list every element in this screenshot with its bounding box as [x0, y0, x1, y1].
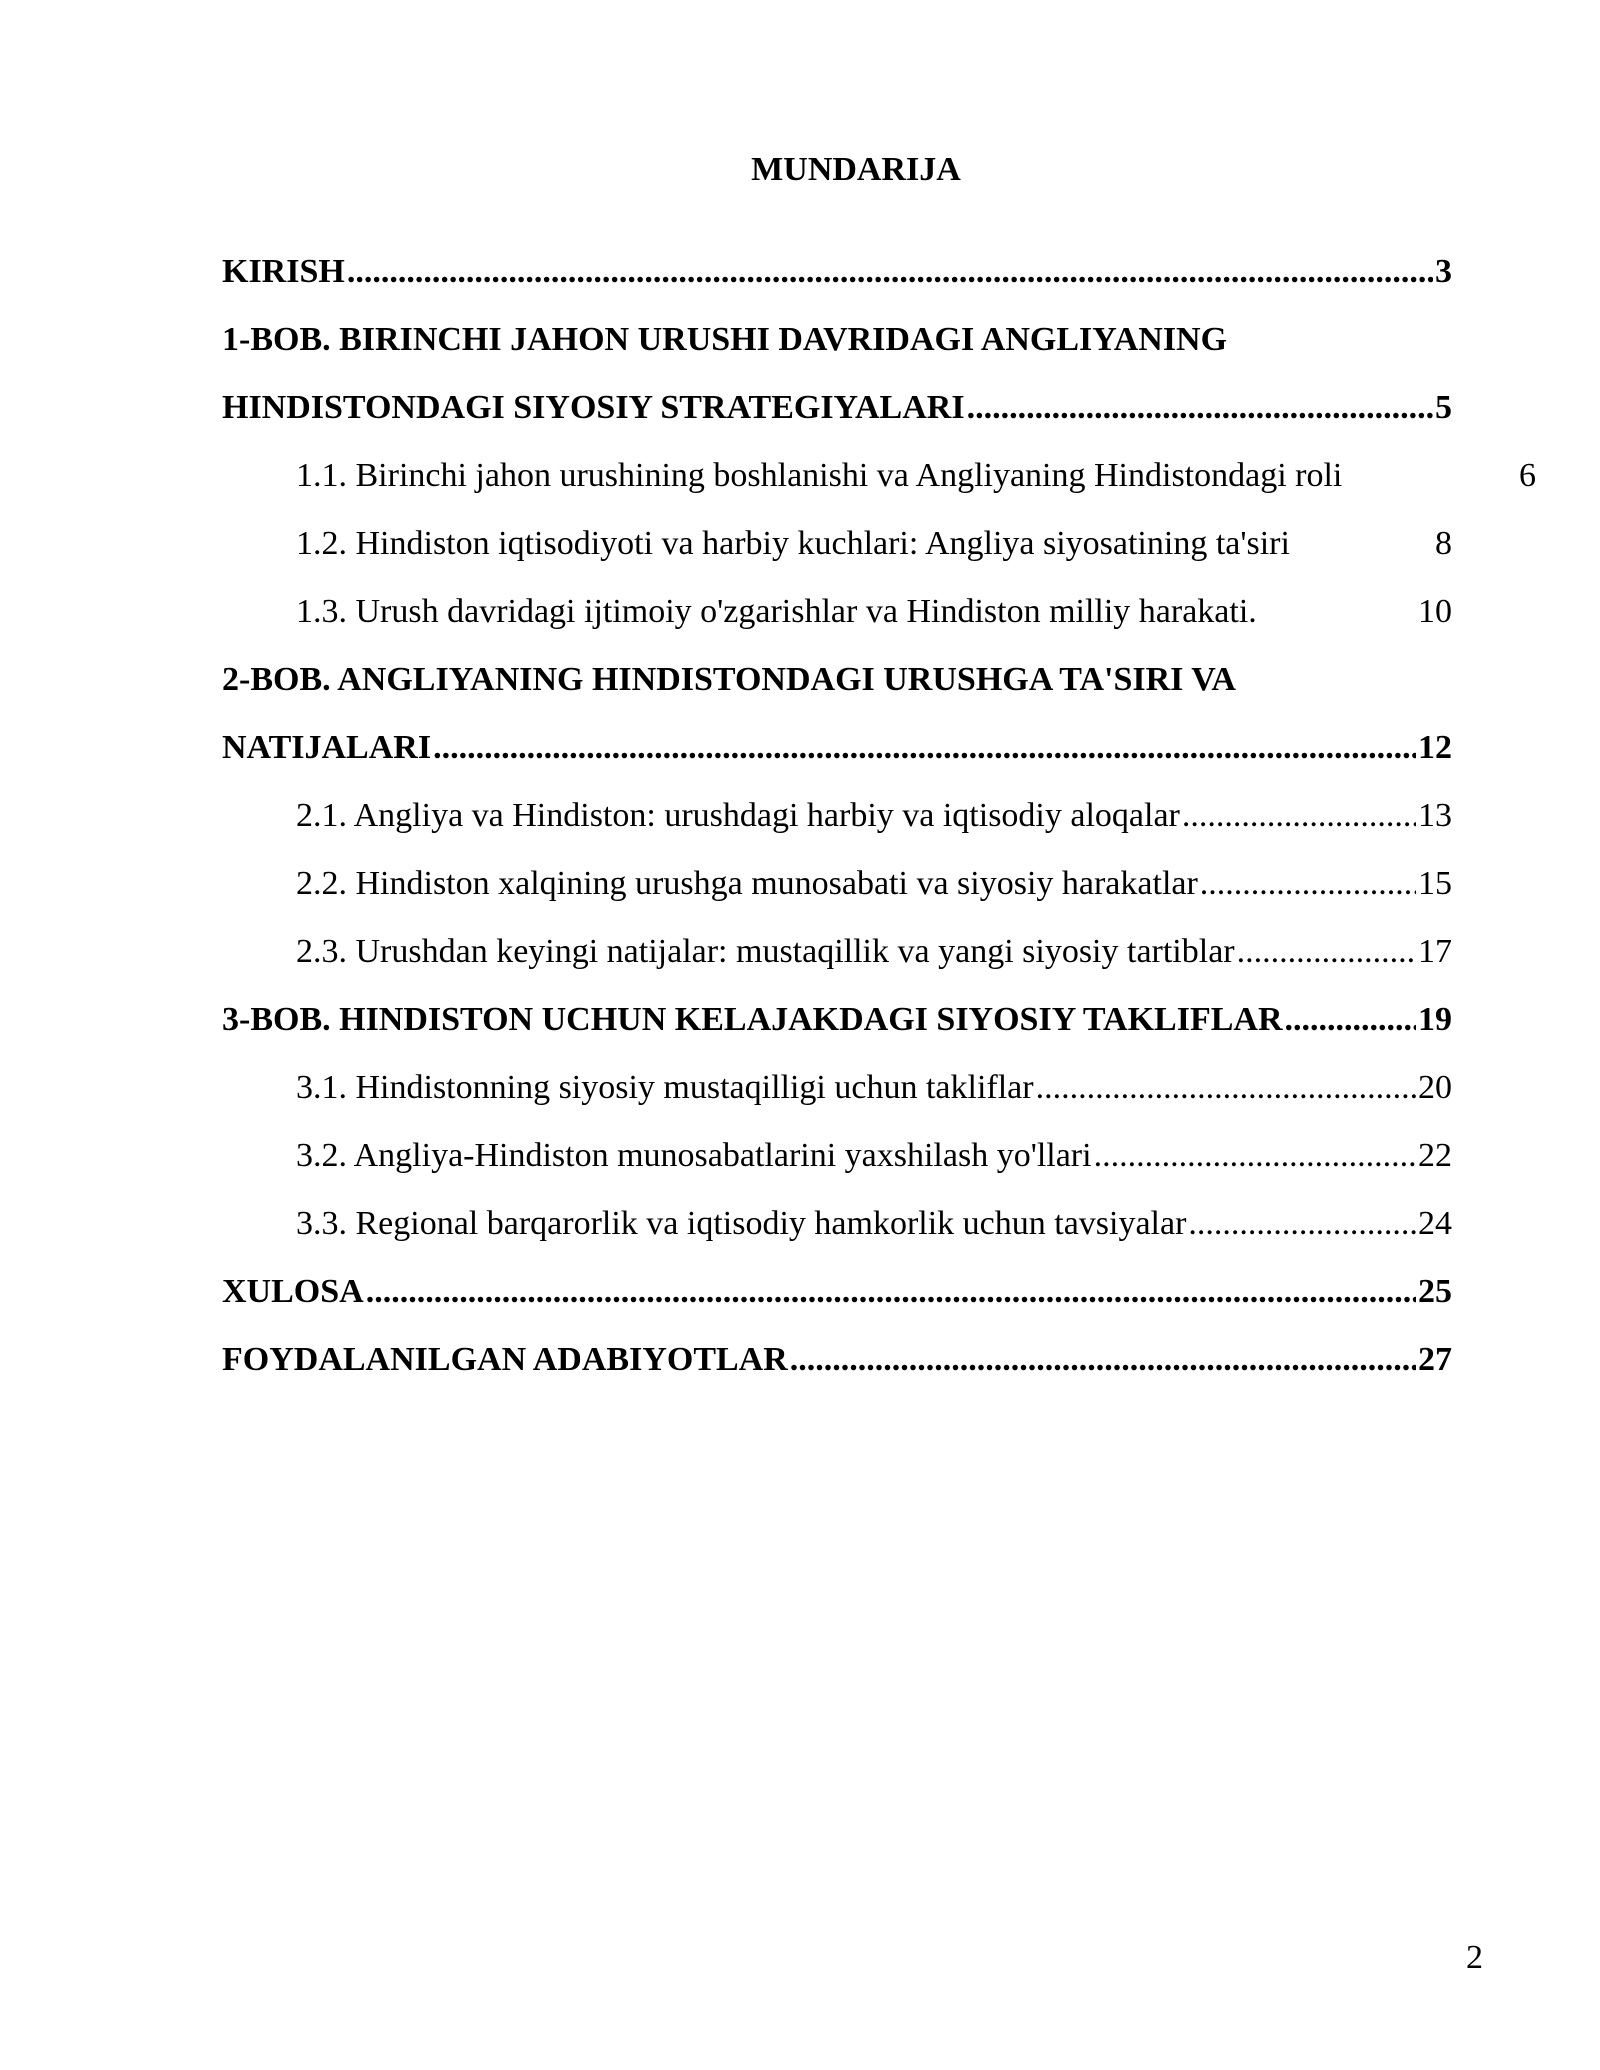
- toc-entry-label: XULOSA: [222, 1273, 364, 1310]
- toc-entry-1-2[interactable]: [222, 510, 1452, 578]
- toc-entry-label: 1.1. Birinchi jahon urushining boshlanishi va Angliyaning Hindistondagi roli: [296, 457, 1343, 494]
- dot-leader: [967, 374, 1433, 442]
- toc-entry-label: 1.3. Urush davridagi ijtimoiy o'zgarishlar va Hindiston milliy harakati.: [296, 593, 1257, 630]
- toc-entry-3-1[interactable]: [222, 1054, 1452, 1122]
- dot-leader: [347, 238, 1433, 306]
- toc-entry-kirish[interactable]: [222, 238, 1452, 306]
- toc-entry-page: 19: [1418, 1001, 1452, 1038]
- toc-entry-2-1[interactable]: [222, 782, 1452, 850]
- dot-leader: [1188, 1190, 1416, 1258]
- toc-entry-xulosa[interactable]: [222, 1258, 1452, 1326]
- toc-entry-1-3[interactable]: [222, 578, 1452, 646]
- toc-entry-label: 2-BOB. ANGLIYANING HINDISTONDAGI URUSHGA TA'SIRI VA: [222, 661, 1236, 698]
- toc-entry-page: 27: [1418, 1341, 1452, 1378]
- toc-entry-page: 6: [1519, 457, 1536, 494]
- toc-entry-chapter-3[interactable]: [222, 986, 1452, 1054]
- dot-leader: [1094, 1122, 1416, 1190]
- toc-entry-label: KIRISH: [222, 253, 345, 290]
- toc-entry-label: HINDISTONDAGI SIYOSIY STRATEGIYALARI: [222, 389, 965, 426]
- dot-leader: [1036, 1054, 1416, 1122]
- dot-leader: [1285, 986, 1417, 1054]
- toc-entry-page: 13: [1418, 797, 1452, 834]
- toc-entry-label: 2.3. Urushdan keyingi natijalar: mustaqillik va yangi siyosiy tartiblar: [296, 933, 1235, 970]
- page-number: 2: [1466, 1939, 1483, 1976]
- toc-entry-page: 3: [1435, 253, 1452, 290]
- page-title: MUNDARIJA: [751, 151, 961, 188]
- toc-entry-page: 22: [1418, 1137, 1452, 1174]
- toc-entry-page: 24: [1418, 1205, 1452, 1242]
- toc-entry-3-3[interactable]: [222, 1190, 1452, 1258]
- toc-entry-2-3[interactable]: [222, 918, 1452, 986]
- toc-entry-page: 25: [1418, 1273, 1452, 1310]
- toc-entry-label: 1-BOB. BIRINCHI JAHON URUSHI DAVRIDAGI ANGLIYANING: [222, 321, 1228, 358]
- toc-entry-page: 15: [1418, 865, 1452, 902]
- toc-entry-label: 1.2. Hindiston iqtisodiyoti va harbiy kuchlari: Angliya siyosatining ta'siri: [296, 525, 1290, 562]
- toc-entry-2-2[interactable]: [222, 850, 1452, 918]
- toc-entry-page: 17: [1418, 933, 1452, 970]
- table-of-contents: [222, 238, 1536, 1394]
- dot-leader: [366, 1258, 1416, 1326]
- toc-entry-label: 3.3. Regional barqarorlik va iqtisodiy hamkorlik uchun tavsiyalar: [296, 1205, 1187, 1242]
- toc-entry-label: FOYDALANILGAN ADABIYOTLAR: [222, 1341, 788, 1378]
- dot-leader: [1182, 782, 1416, 850]
- toc-entry-adabiyotlar[interactable]: [222, 1326, 1452, 1394]
- toc-entry-page: 12: [1418, 729, 1452, 766]
- toc-entry-label: 2.2. Hindiston xalqining urushga munosabati va siyosiy harakatlar: [296, 865, 1198, 902]
- dot-leader: [433, 714, 1416, 782]
- toc-entry-label: 3.1. Hindistonning siyosiy mustaqilligi uchun takliflar: [296, 1069, 1034, 1106]
- dot-leader: [790, 1326, 1416, 1394]
- toc-entry-chapter-1-line-1[interactable]: [222, 306, 1452, 374]
- toc-entry-chapter-2-line-1[interactable]: [222, 646, 1452, 714]
- toc-entry-3-2[interactable]: [222, 1122, 1452, 1190]
- toc-entry-chapter-2-line-2[interactable]: [222, 714, 1452, 782]
- dot-leader: [1237, 918, 1416, 986]
- toc-entry-page: 20: [1418, 1069, 1452, 1106]
- toc-entry-page: 5: [1435, 389, 1452, 426]
- toc-entry-chapter-1-line-2[interactable]: [222, 374, 1452, 442]
- toc-entry-label: NATIJALARI: [222, 729, 432, 766]
- toc-entry-page: 10: [1418, 593, 1452, 630]
- toc-entry-label: 3-BOB. HINDISTON UCHUN KELAJAKDAGI SIYOSIY TAKLIFLAR: [222, 1001, 1283, 1038]
- toc-entry-label: 3.2. Angliya-Hindiston munosabatlarini yaxshilash yo'llari: [296, 1137, 1092, 1174]
- dot-leader: [1200, 850, 1416, 918]
- toc-entry-1-1[interactable]: [222, 442, 1536, 510]
- toc-entry-page: 8: [1435, 525, 1452, 562]
- toc-entry-label: 2.1. Angliya va Hindiston: urushdagi harbiy va iqtisodiy aloqalar: [296, 797, 1180, 834]
